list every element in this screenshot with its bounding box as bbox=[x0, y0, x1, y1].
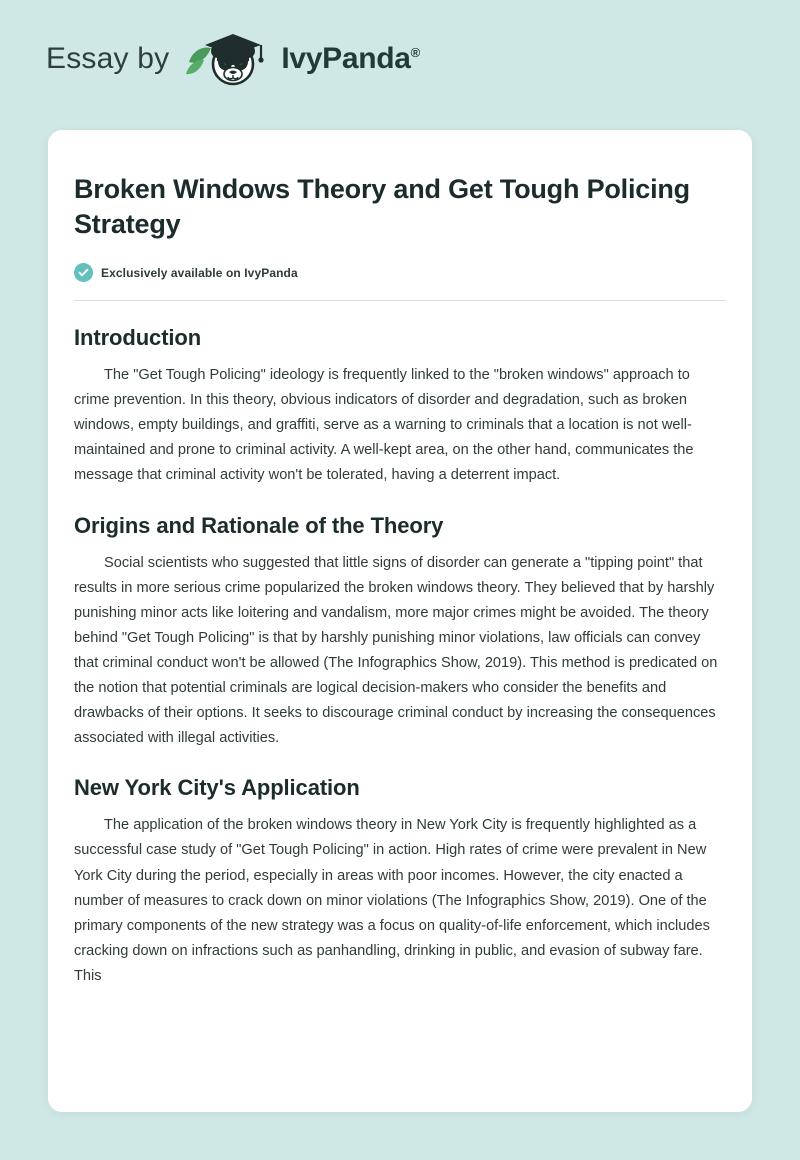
document-card bbox=[48, 130, 752, 1112]
section-heading-introduction: Introduction bbox=[74, 325, 202, 351]
exclusive-badge bbox=[74, 263, 726, 282]
ivypanda-logo[interactable] bbox=[183, 28, 420, 90]
section-paragraph-origins: Social scientists who suggested that little signs of disorder can generate a "tipping point" that results in more serious crime popularized the broken windows theory. They believed that by harshly punishing minor acts like loitering and vandalism, more major crimes might be avoided. The theory behind "Get Tough Policing" is that by harshly punishing minor violations, law officials can convey that criminal conduct won't be allowed (The Infographics Show, 2019). This method is predicated on the notion that potential criminals are logical decision-makers who consider the benefits and drawbacks of their options. It seeks to discourage criminal conduct by increasing the consequences associated with illegal activities. bbox=[74, 554, 718, 747]
section-heading-origins: Origins and Rationale of the Theory bbox=[74, 512, 444, 538]
site-header bbox=[0, 0, 800, 88]
content-fade-overlay bbox=[48, 1086, 752, 1112]
section-paragraph-new-york-city: The application of the broken windows theory in New York City is frequently highlighted as a successful case study of "Get Tough Policing" in action. High rates of crime were prevalent in New York City during the period, especially in areas with poor incomes. However, the city enacted a number of measures to crack down on minor violations (The Infographics Show, 2019). One of the primary components of the new strategy was a focus on quality-of-life enforcement, which includes cracking down on infractions such as panhandling, drinking in public, and evasion of subway fare. This bbox=[74, 817, 710, 984]
document-content bbox=[48, 130, 752, 989]
section-heading-new-york-city: New York City's Application bbox=[74, 775, 360, 801]
section-paragraph-introduction: The "Get Tough Policing" ideology is frequently linked to the "broken windows" approach to crime prevention. In this theory, obvious indicators of disorder and degradation, such as broken windows, empty buildings, and graffiti, serve as a warning to criminals that a location is not well-maintained and prone to criminal activity. A well-kept area, on the other hand, communicates the message that criminal activity won't be tolerated, having a deterrent impact. bbox=[74, 367, 694, 484]
brand-name bbox=[281, 42, 420, 76]
registered-mark: ® bbox=[410, 45, 420, 60]
essay-by-label: Essay by bbox=[46, 42, 170, 75]
page-title: Broken Windows Theory and Get Tough Policing Strategy bbox=[74, 174, 690, 239]
title-divider bbox=[74, 300, 726, 301]
brand-name-text: IvyPanda bbox=[281, 42, 411, 75]
check-circle-icon bbox=[74, 263, 93, 282]
exclusive-badge-label: Exclusively available on IvyPanda bbox=[101, 265, 298, 280]
panda-graduate-icon bbox=[183, 28, 275, 90]
